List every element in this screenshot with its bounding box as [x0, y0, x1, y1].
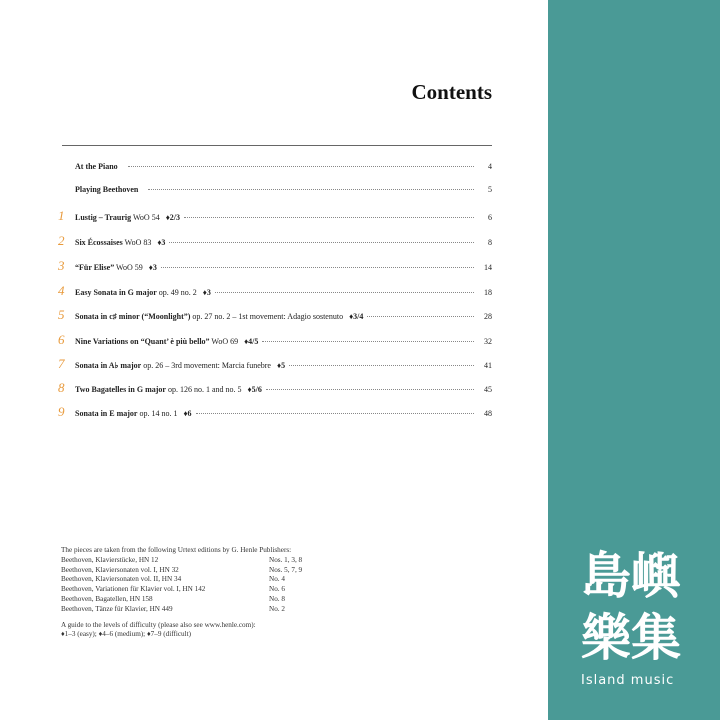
toc-entry-title: Sonata in A♭ major [75, 361, 142, 370]
toc-entry-level: ♦3 [202, 288, 211, 297]
toc-entry-subtitle: op. 27 no. 2 – 1st movement: Adagio sostenuto [192, 312, 344, 321]
toc-entry-title-group [75, 337, 258, 346]
toc-entry [58, 332, 492, 346]
toc-leader-dots [184, 217, 474, 218]
toc-entry-level: ♦5 [276, 361, 286, 370]
toc-entry [58, 380, 492, 394]
toc-entry-title-group [75, 312, 363, 321]
toc-leader-dots [169, 242, 474, 243]
toc-entry-title-group [75, 213, 180, 222]
brand-logo-english: Island music [581, 673, 675, 688]
editions-list [61, 556, 361, 615]
toc-entry-number: 5 [58, 307, 65, 322]
toc-entry [58, 233, 492, 247]
toc-entry-page: 48 [484, 409, 492, 418]
toc-entry-level: ♦3 [148, 263, 157, 272]
toc-entry-page: 6 [488, 213, 492, 222]
edition-numbers: Nos. 1, 3, 8 [269, 555, 303, 564]
edition-row [61, 605, 361, 615]
toc-entry [58, 307, 492, 321]
title-rule [62, 145, 492, 146]
difficulty-guide [61, 621, 361, 641]
edition-title: Beethoven, Bagatellen, HN 158 [61, 594, 153, 603]
toc-leader-dots [266, 389, 474, 390]
brand-logo [581, 545, 711, 688]
toc-entry-subtitle: WoO 59 [116, 263, 143, 272]
toc-entry-page: 45 [484, 385, 492, 394]
edition-row [61, 566, 361, 576]
toc-leader-dots [148, 189, 474, 190]
toc-entry-page: 4 [488, 162, 492, 171]
toc-entry-number: 6 [58, 332, 65, 347]
toc-entry [58, 283, 492, 297]
edition-numbers: No. 4 [269, 575, 285, 584]
edition-row [61, 575, 361, 585]
toc-entry-subtitle: WoO 69 [211, 337, 239, 346]
toc-entry-title-group [75, 288, 211, 297]
toc-leader-dots [215, 292, 474, 293]
guide-line-2: ♦1–3 (easy); ♦4–6 (medium); ♦7–9 (difficult) [61, 630, 192, 639]
toc-entry-page: 8 [488, 238, 492, 247]
toc-entry-title: Sonata in E major [75, 409, 138, 418]
page-title: Contents [411, 80, 492, 104]
toc-entry-page: 5 [488, 185, 492, 194]
toc-entry-title-group [75, 185, 144, 194]
toc-entry-title: Playing Beethoven [75, 185, 139, 194]
toc-entry-title-group [75, 162, 124, 171]
toc-leader-dots [289, 365, 474, 366]
toc-entry-number: 3 [58, 258, 65, 273]
toc-entry [58, 208, 492, 222]
toc-entry-level: ♦3/4 [349, 312, 364, 321]
edition-row [61, 585, 361, 595]
toc-entry-number: 4 [58, 283, 65, 298]
edition-title: Beethoven, Tänze für Klavier, HN 449 [61, 604, 173, 613]
edition-title: Beethoven, Klaviersonaten vol. II, HN 34 [61, 575, 182, 584]
toc-entry [58, 404, 492, 418]
toc-entry-subtitle: WoO 83 [124, 238, 152, 247]
edition-row [61, 556, 361, 566]
toc-entry-number: 2 [58, 233, 65, 248]
toc-entry-title: Sonata in c♯ minor (“Moonlight”) [75, 312, 191, 321]
toc-entry [58, 185, 492, 199]
toc-entry-number: 9 [58, 404, 65, 419]
toc-entry-level: ♦4/5 [244, 337, 259, 346]
toc-entry-subtitle: op. 14 no. 1 [139, 409, 178, 418]
toc-entry-page: 28 [484, 312, 492, 321]
edition-title: Beethoven, Variationen für Klavier vol. I, HN 142 [61, 585, 206, 594]
edition-numbers: No. 8 [269, 594, 285, 603]
toc-entry-subtitle: op. 49 no. 2 [158, 288, 197, 297]
toc-entry-title: Easy Sonata in G major [75, 288, 157, 297]
toc-entry-title: Nine Variations on “Quant’ è più bello” [75, 337, 210, 346]
toc-entry-page: 32 [484, 337, 492, 346]
edition-numbers: No. 2 [269, 604, 285, 613]
toc-entry-level: ♦6 [183, 409, 192, 418]
edition-numbers: No. 6 [269, 585, 285, 594]
toc-entry-title-group [75, 385, 262, 394]
toc-entry-title: Six Écossaises [75, 238, 123, 247]
toc-entry-page: 41 [484, 361, 492, 370]
toc-entry-title-group [75, 263, 157, 272]
toc-entry-subtitle: op. 26 – 3rd movement: Marcia funebre [143, 361, 271, 370]
editions-note [61, 546, 361, 640]
edition-title: Beethoven, Klavierstücke, HN 12 [61, 555, 159, 564]
edition-numbers: Nos. 5, 7, 9 [269, 565, 303, 574]
editions-intro: The pieces are taken from the following Urtext editions by G. Henle Publishers: [61, 546, 292, 554]
toc-leader-dots [161, 267, 474, 268]
toc-entry-title-group [75, 361, 285, 370]
toc-entry [58, 356, 492, 370]
toc-entry-title: Two Bagatelles in G major [75, 385, 166, 394]
edition-row [61, 595, 361, 605]
toc-entry [58, 258, 492, 272]
toc-entry-page: 18 [484, 288, 492, 297]
brand-panel [548, 0, 720, 720]
toc-entry-level: ♦2/3 [165, 213, 181, 222]
toc-entry-subtitle: op. 126 no. 1 and no. 5 [167, 385, 242, 394]
toc-entry-page: 14 [484, 263, 492, 272]
brand-logo-line-1: 島嶼 [581, 547, 681, 605]
toc-entry [58, 162, 492, 176]
toc-entry-title: Lustig – Traurig [75, 213, 132, 222]
toc-entry-title-group [75, 238, 165, 247]
toc-entry-level: ♦3 [157, 238, 166, 247]
guide-line-1: A guide to the levels of difficulty (please also see www.henle.com): [61, 620, 256, 629]
toc-leader-dots [367, 316, 474, 317]
toc-entry-title-group [75, 409, 192, 418]
toc-leader-dots [262, 341, 474, 342]
edition-title: Beethoven, Klaviersonaten vol. I, HN 32 [61, 565, 179, 574]
toc-entry-number: 7 [58, 356, 65, 371]
brand-logo-line-2: 樂集 [581, 609, 681, 667]
toc-entry-number: 8 [58, 380, 65, 395]
toc-entry-title: At the Piano [75, 162, 118, 171]
toc-entry-subtitle: WoO 54 [133, 213, 160, 222]
toc-entry-title: “Für Elise” [75, 263, 115, 272]
toc-leader-dots [128, 166, 474, 167]
toc-entry-number: 1 [58, 208, 65, 223]
toc-entry-level: ♦5/6 [247, 385, 262, 394]
toc-leader-dots [196, 413, 474, 414]
